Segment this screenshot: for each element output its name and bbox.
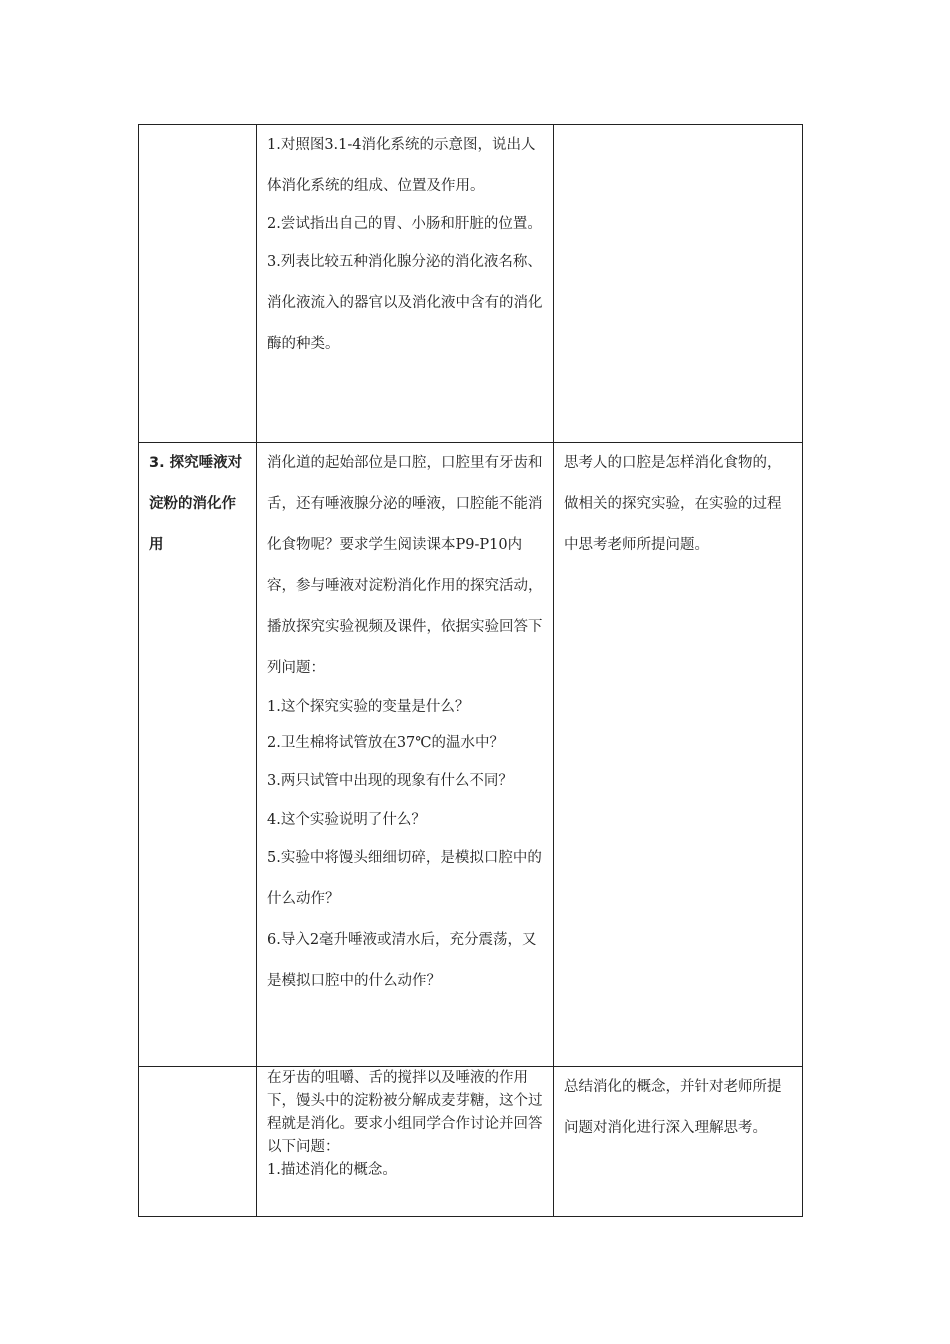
table-row <box>139 1067 803 1217</box>
question-item: 4.这个实验说明了什么？ <box>267 812 426 828</box>
student-activity-cell <box>554 125 803 443</box>
teacher-activity-cell <box>257 1067 554 1217</box>
student-activity-text: 思考人的口腔是怎样消化食物的，做相关的探究实验，在实验的过程中思考老师所提问题。 <box>564 455 782 553</box>
question-item: 2.卫生棉将试管放在37℃的温水中？ <box>267 735 505 751</box>
student-activity-cell <box>554 443 803 1067</box>
activity-paragraph: 1.对照图3.1-4消化系统的示意图，说出人体消化系统的组成、位置及作用。 <box>267 137 536 194</box>
student-activity-cell <box>554 1067 803 1217</box>
activity-paragraph: 在牙齿的咀嚼、舌的搅拌以及唾液的作用下，馒头中的淀粉被分解成麦芽糖，这个过程就是消化。要求小组同学合作讨论并回答以下问题： <box>267 1070 543 1155</box>
teacher-activity-cell <box>257 125 554 443</box>
question-item: 5.实验中将馒头细细切碎，是模拟口腔中的什么动作？ <box>267 850 542 907</box>
table-row <box>139 443 803 1067</box>
table-row <box>139 125 803 443</box>
question-item: 3.两只试管中出现的现象有什么不同？ <box>267 773 513 789</box>
activity-paragraph: 消化道的起始部位是口腔，口腔里有牙齿和舌，还有唾液腺分泌的唾液，口腔能不能消化食物呢？要求学生阅读课本P9-P10内容，参与唾液对淀粉消化作用的探究活动，播放探究实验视频及课件，依据实验回答下列问题： <box>267 455 543 676</box>
question-item: 6.导入2毫升唾液或清水后，充分震荡，又是模拟口腔中的什么动作？ <box>267 932 537 989</box>
section-cell <box>139 1067 257 1217</box>
activity-paragraph: 2.尝试指出自己的胃、小肠和肝脏的位置。 <box>267 216 542 232</box>
lesson-plan-table <box>138 124 803 1217</box>
section-cell <box>139 443 257 1067</box>
section-cell <box>139 125 257 443</box>
activity-paragraph: 3.列表比较五种消化腺分泌的消化液名称、消化液流入的器官以及消化液中含有的消化酶的种类。 <box>267 254 543 352</box>
student-activity-text: 总结消化的概念，并针对老师所提问题对消化进行深入理解思考。 <box>564 1079 782 1136</box>
question-item: 1.描述消化的概念。 <box>267 1162 397 1178</box>
section-heading: 3. 探究唾液对淀粉的消化作用 <box>149 455 243 553</box>
question-item: 1.这个探究实验的变量是什么？ <box>267 699 470 715</box>
teacher-activity-cell <box>257 443 554 1067</box>
